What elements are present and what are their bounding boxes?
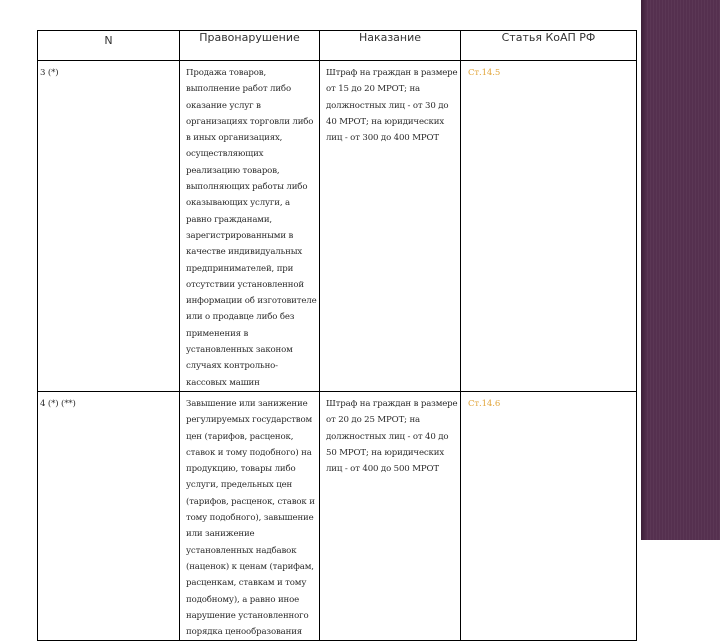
article-cell [461, 391, 637, 640]
offense-cell [180, 61, 320, 392]
offense-text: Завышение или занижение регулируемых государством цен (тарифов, расценок, ставок и тому подобного) на продукцию, товары либо услуги, предельных цен (тарифов, расценок, ставок и тому подобного), завышение или занижение установленных надбавок (наценок) к ценам (тарифам, расценкам, ставкам и тому подобному), а равно иное нарушение установленного порядка ценообразования [186, 398, 315, 638]
header-offense: Правонарушение [180, 31, 320, 61]
penalty-text: Штраф на граждан в размере от 20 до 25 МРОТ; на должностных лиц - от 40 до 50 МРОТ; на юридических лиц - от 400 до 500 МРОТ [326, 398, 458, 475]
header-article: Статья КоАП РФ [461, 31, 637, 61]
offense-cell [180, 391, 320, 640]
violations-table [37, 30, 637, 641]
article-link[interactable]: Ст.14.5 [468, 68, 501, 78]
sidebar-edge [641, 0, 647, 540]
penalty-cell [320, 61, 461, 392]
header-row [38, 31, 637, 61]
article-link[interactable]: Ст.14.6 [468, 398, 501, 409]
row-number: 4 (*) (**) [40, 398, 76, 409]
table-row [38, 391, 637, 640]
penalty-text: Штраф на граждан в размере от 15 до 20 МРОТ; на должностных лиц - от 30 до 40 МРОТ; на юридических лиц - от 300 до 400 МРОТ [326, 68, 458, 144]
offense-text: Продажа товаров, выполнение работ либо оказание услуг в организациях торговли либо в иных организациях, осуществляющих реализацию товаров, выполняющих работы либо оказывающих услуги, а равно гражданами, зарегистрированными в качестве индивидуальных предпринимателей, при отсутствии установленной информации об изготовителе или о продавце либо без применения в установленных законом случаях контрольно-кассовых машин [186, 68, 317, 388]
header-penalty: Наказание [320, 31, 461, 61]
article-cell [461, 61, 637, 392]
row-number-cell [38, 391, 180, 640]
header-number: N [38, 31, 180, 61]
penalty-cell [320, 391, 461, 640]
decorative-sidebar [641, 0, 720, 540]
row-number-cell [38, 61, 180, 392]
row-number: 3 (*) [40, 68, 59, 78]
table-row [38, 61, 637, 392]
